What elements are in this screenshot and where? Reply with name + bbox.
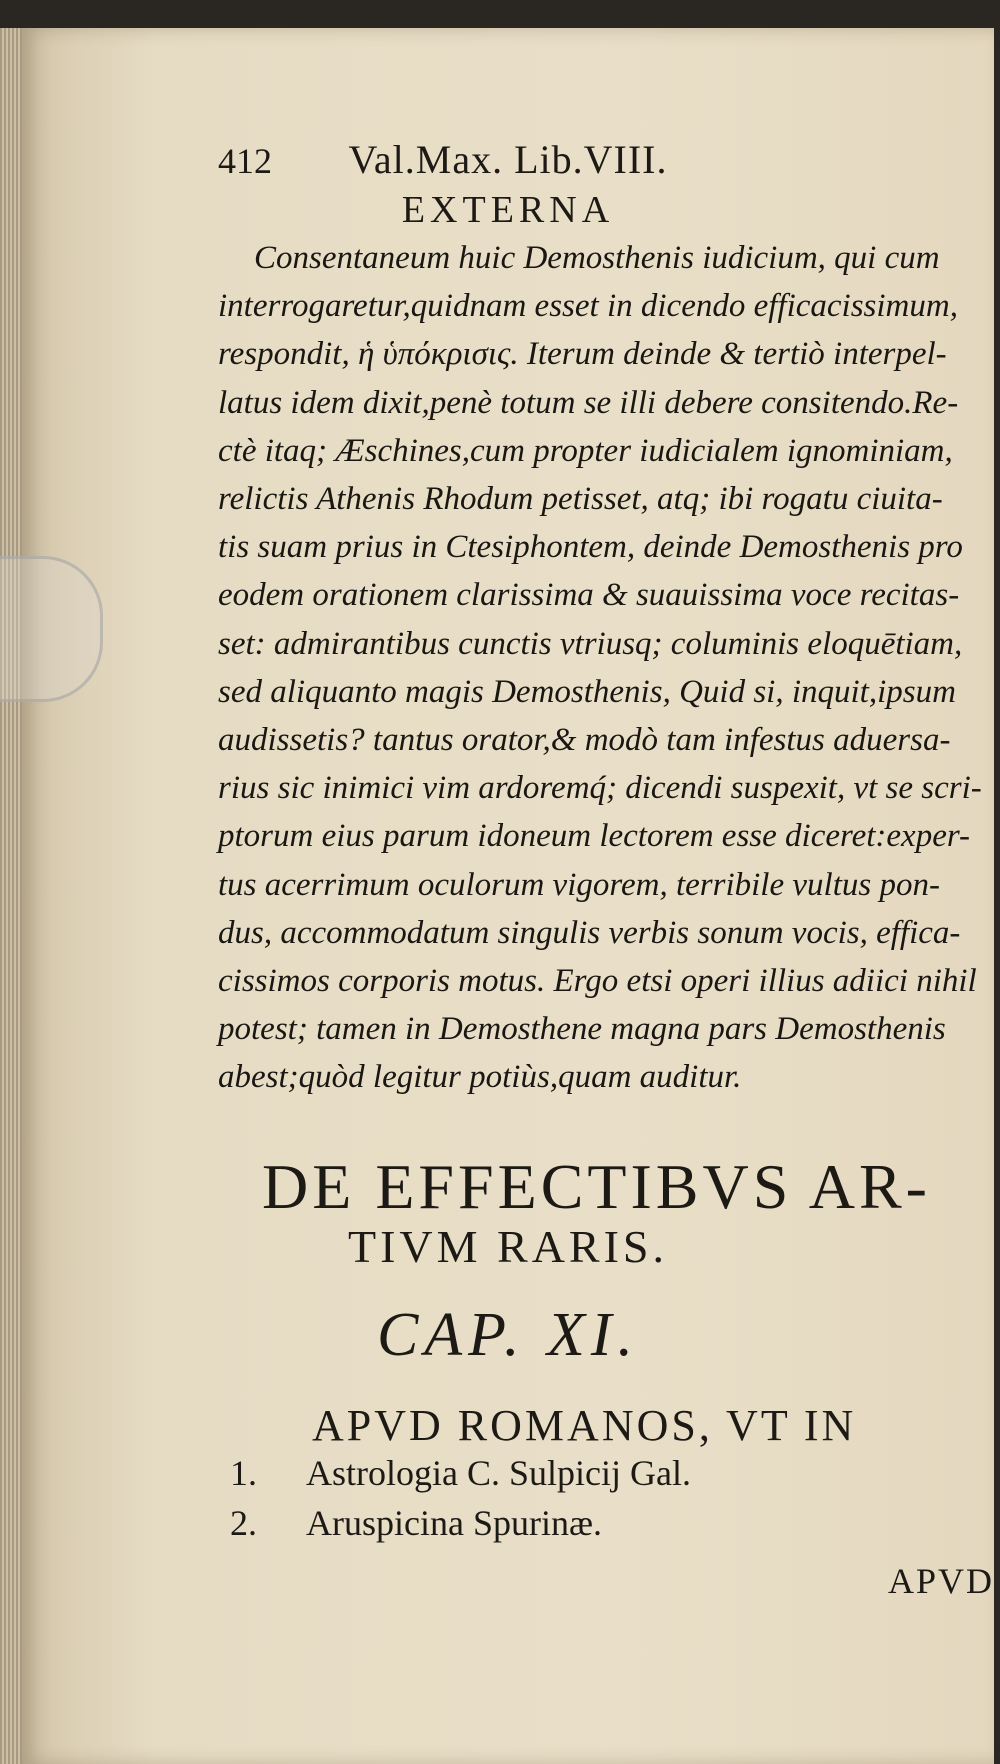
chapter-title-line1: DE EFFECTIBVS AR- xyxy=(262,1151,931,1222)
page-clip xyxy=(0,556,103,702)
text-line: sed aliquanto magis Demosthenis, Quid si, inquit,ipsum xyxy=(218,673,956,710)
list-item xyxy=(230,1502,602,1544)
book-page xyxy=(22,28,994,1764)
text-line: abest;quòd legitur potiùs,quam auditur. xyxy=(218,1059,742,1096)
text-line: Consentaneum huic Demosthenis iudicium, qui cum xyxy=(254,240,940,276)
list-item-number: 2. xyxy=(230,1503,257,1543)
text-line: audissetis? tantus orator,& modò tam infestus aduersa- xyxy=(218,722,951,759)
section-heading: EXTERNA xyxy=(401,189,615,231)
text-line: tus acerrimum oculorum vigorem, terribile vultus pon- xyxy=(218,866,940,903)
list-item-text: Aruspicina Spurinæ. xyxy=(306,1503,602,1543)
page-number: 412 xyxy=(218,141,272,181)
list-item-number: 1. xyxy=(230,1453,257,1493)
running-title: Val.Max. Lib.VIII. xyxy=(348,137,668,182)
text-line: set: admirantibus cunctis vtriusq; columinis eloquētiam, xyxy=(218,625,963,662)
text-line: tis suam prius in Ctesiphontem, deinde Demosthenis pro xyxy=(218,529,963,566)
text-line: eodem orationem clarissima & suauissima voce recitas- xyxy=(218,577,960,614)
text-line: dus, accommodatum singulis verbis sonum vocis, effica- xyxy=(218,914,961,951)
list-item-text: Astrologia C. Sulpicij Gal. xyxy=(306,1453,691,1493)
text-line: relictis Athenis Rhodum petisset, atq; ibi rogatu ciuita- xyxy=(218,481,943,518)
chapter-number: CAP. XI. xyxy=(376,1301,640,1369)
catchword: APVD xyxy=(888,1561,995,1601)
chapter-subheading: APVD ROMANOS, VT IN xyxy=(312,1401,857,1450)
text-line: latus idem dixit,penè totum se illi debere consitendo.Re- xyxy=(218,384,959,421)
list-item xyxy=(230,1452,691,1494)
text-line: rius sic inimici vim ardoremq́; dicendi suspexit, vt se scri- xyxy=(218,770,982,807)
text-line: potest; tamen in Demosthene magna pars Demosthenis xyxy=(218,1011,946,1048)
text-line: interrogaretur,quidnam esset in dicendo efficacissimum, xyxy=(218,288,958,325)
text-line: ptorum eius parum idoneum lectorem esse diceret:exper- xyxy=(218,818,971,855)
text-line: ctè itaq; Æschines,cum propter iudicialem ignominiam, xyxy=(218,432,953,469)
text-line: cissimos corporis motus. Ergo etsi operi illius adiici nihil xyxy=(218,963,977,1000)
text-line: respondit, ἡ ὑπόκρισις. Iterum deinde & tertiò interpel- xyxy=(218,336,947,373)
body-text xyxy=(218,234,982,1102)
chapter-title-line2: TIVM RARIS. xyxy=(347,1221,669,1272)
